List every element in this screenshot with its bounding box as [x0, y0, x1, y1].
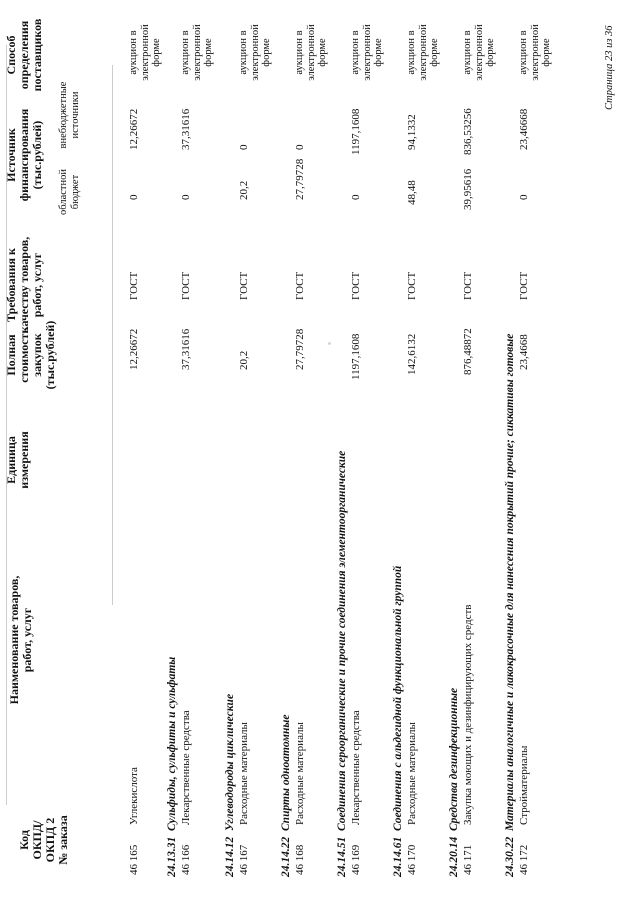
row-name: Стройматериалы [518, 745, 530, 825]
row-number: 46 170 [406, 844, 418, 875]
section-heading: 24.14.51 Соединения сероорганические и прочие соединения элементоорганические [336, 450, 348, 877]
row-number: 46 171 [462, 844, 474, 875]
header-code: Код ОКПД/ ОКПД 2 № заказа [17, 815, 70, 865]
row-number: 46 169 [350, 844, 362, 875]
header-funding: Источник финансирования (тыс.рублей) [4, 108, 44, 202]
row-name: Лекарственные средства [180, 710, 192, 825]
row-quality: ГОСТ [294, 271, 306, 300]
row-quality: ГОСТ [238, 271, 250, 300]
row-number: 46 167 [238, 844, 250, 875]
row-cost: 37,31616 [180, 328, 192, 370]
row-cost: 23,4668 [518, 334, 530, 370]
row-name: Расходные материалы [238, 722, 250, 825]
row-quality: ГОСТ [350, 271, 362, 300]
row-method: аукцион в электронной форме [462, 24, 496, 81]
row-name: Углекислота [128, 767, 140, 825]
scan-smudge [328, 342, 331, 345]
row-offbudget: 1197,1608 [350, 108, 362, 155]
row-number: 46 168 [294, 844, 306, 875]
section-heading: 24.20.14 Средства дезинфекционные [448, 687, 460, 877]
row-offbudget: 37,31616 [180, 108, 192, 150]
section-heading: 24.13.31 Сульфиды, сульфиты и сульфаты [166, 656, 178, 877]
row-regional: 39,95616 [462, 168, 474, 210]
row-name: Расходные материалы [294, 722, 306, 825]
row-offbudget: 0 [294, 144, 306, 150]
row-regional: 0 [128, 194, 140, 200]
row-method: аукцион в электронной форме [406, 24, 440, 81]
header-funding-regional: областной бюджет [58, 169, 81, 215]
row-offbudget: 836,53256 [462, 108, 474, 155]
row-cost: 27,79728 [294, 328, 306, 370]
row-quality: ГОСТ [128, 271, 140, 300]
row-cost: 20,2 [238, 350, 250, 370]
row-cost: 1197,1608 [350, 333, 362, 380]
section-heading: 24.30.22 Материалы аналогичные и лакокрасочные для нанесения покрытий прочие; сиккативы готовые [504, 333, 516, 877]
row-regional: 0 [350, 194, 362, 200]
row-quality: ГОСТ [180, 271, 192, 300]
row-offbudget: 23,46668 [518, 108, 530, 150]
section-heading: 24.14.12 Углеводороды циклические [224, 693, 236, 877]
row-regional: 27,79728 [294, 158, 306, 200]
row-number: 46 172 [518, 844, 530, 875]
row-regional: 20,2 [238, 180, 250, 200]
row-number: 46 165 [128, 844, 140, 875]
section-heading: 24.14.22 Спирты одноатомные [280, 714, 292, 877]
section-heading: 24.14.61 Соединения с альдегидной функциональной группой [392, 565, 404, 877]
row-offbudget: 94,1332 [406, 114, 418, 150]
row-method: аукцион в электронной форме [294, 24, 328, 81]
row-regional: 0 [518, 194, 530, 200]
header-method: Способ определения поставщиков [4, 18, 44, 92]
row-regional: 0 [180, 194, 192, 200]
row-offbudget: 0 [238, 144, 250, 150]
row-quality: ГОСТ [518, 271, 530, 300]
row-name: Закупка моющих и дезинфицирующих средств [462, 604, 474, 825]
row-cost: 142,6132 [406, 333, 418, 375]
row-offbudget: 12,26672 [128, 108, 140, 150]
row-method: аукцион в электронной форме [518, 24, 552, 81]
header-quality: Требования к качеству товаров, работ, услуг [4, 236, 44, 334]
row-method: аукцион в электронной форме [238, 24, 272, 81]
header-cost: Полная стоимость закупок (тыс.рублей) [4, 320, 57, 390]
row-quality: ГОСТ [462, 271, 474, 300]
row-quality: ГОСТ [406, 271, 418, 300]
header-unit: Единица измерения [4, 431, 31, 489]
row-number: 46 166 [180, 844, 192, 875]
row-name: Лекарственные средства [350, 710, 362, 825]
row-method: аукцион в электронной форме [180, 24, 214, 81]
header-name: Наименование товаров, работ, услуг [7, 575, 34, 705]
row-method: аукцион в электронной форме [350, 24, 384, 81]
row-method: аукцион в электронной форме [128, 24, 162, 81]
row-name: Расходные материалы [406, 722, 418, 825]
row-regional: 48,48 [406, 180, 418, 205]
header-funding-offbudget: внебюджетные источники [58, 81, 81, 149]
row-cost: 876,48872 [462, 328, 474, 375]
page-number: Страница 23 из 36 [604, 25, 615, 110]
scan-artifact-line [112, 65, 113, 605]
row-cost: 12,26672 [128, 328, 140, 370]
